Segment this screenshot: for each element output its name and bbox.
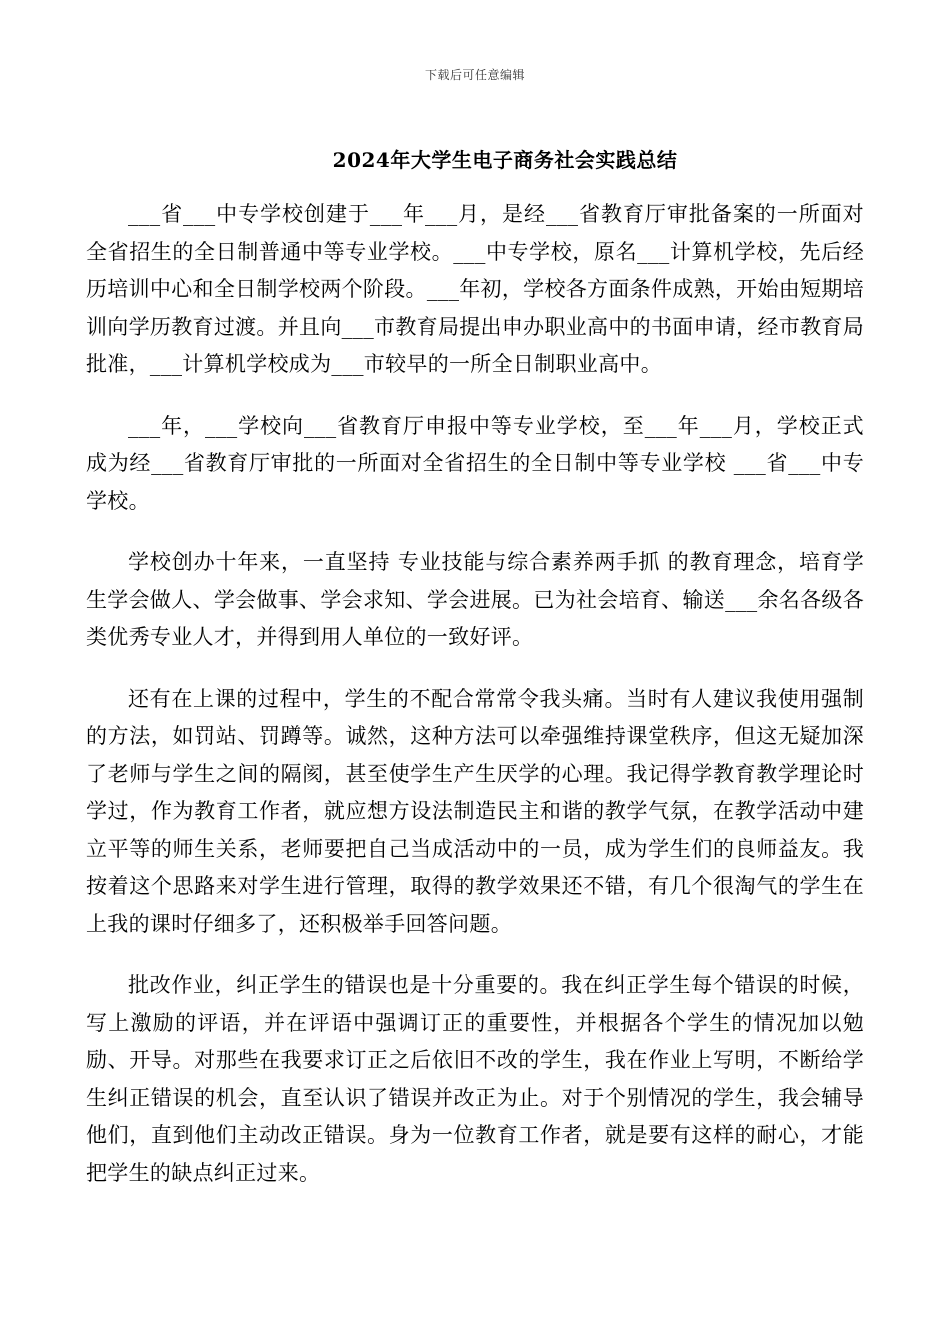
document-body [86, 196, 864, 1216]
paragraph-4: 还有在上课的过程中，学生的不配合常常令我头痛。当时有人建议我使用强制的方法，如罚站、罚蹲等。诚然，这种方法可以牵强维持课堂秩序，但这无疑加深了老师与学生之间的隔阂，甚至使学生产生厌学的心理。我记得学教育教学理论时学过，作为教育工作者，就应想方设法制造民主和谐的教学气氛，在教学活动中建立平等的师生关系，老师要把自己当成活动中的一员，成为学生们的良师益友。我按着这个思路来对学生进行管理，取得的教学效果还不错，有几个很淘气的学生在上我的课时仔细多了，还积极举手回答问题。 [86, 686, 864, 936]
paragraph-5: 批改作业，纠正学生的错误也是十分重要的。我在纠正学生每个错误的时候，写上激励的评语，并在评语中强调订正的重要性，并根据各个学生的情况加以勉励、开导。对那些在我要求订正之后依旧不改的学生，我在作业上写明，不断给学生纠正错误的机会，直至认识了错误并改正为止。对于个别情况的学生，我会辅导他们，直到他们主动改正错误。身为一位教育工作者，就是要有这样的耐心，才能把学生的缺点纠正过来。 [86, 973, 864, 1185]
paragraph-2: ___年，___学校向___省教育厅申报中等专业学校，至___年___月，学校正式成为经___省教育厅审批的一所面对全省招生的全日制中等专业学校 ___省___中专学校。 [86, 413, 864, 513]
document-title: 2024年大学生电子商务社会实践总结 [332, 148, 678, 172]
page-header-note: 下载后可任意编辑 [424, 68, 525, 82]
paragraph-1: ___省___中专学校创建于___年___月，是经___省教育厅审批备案的一所面对全省招生的全日制普通中等专业学校。___中专学校，原名___计算机学校，先后经历培训中心和全日制学校两个阶段。___年初，学校各方面条件成熟，开始由短期培训向学历教育过渡。并且向___市教育局提出申办职业高中的书面申请，经市教育局批准，___计算机学校成为___市较早的一所全日制职业高中。 [86, 202, 864, 376]
paragraph-3: 学校创办十年来，一直坚持 专业技能与综合素养两手抓 的教育理念，培育学生学会做人、学会做事、学会求知、学会进展。已为社会培育、输送___余名各级各类优秀专业人才，并得到用人单位的一致好评。 [86, 550, 864, 649]
